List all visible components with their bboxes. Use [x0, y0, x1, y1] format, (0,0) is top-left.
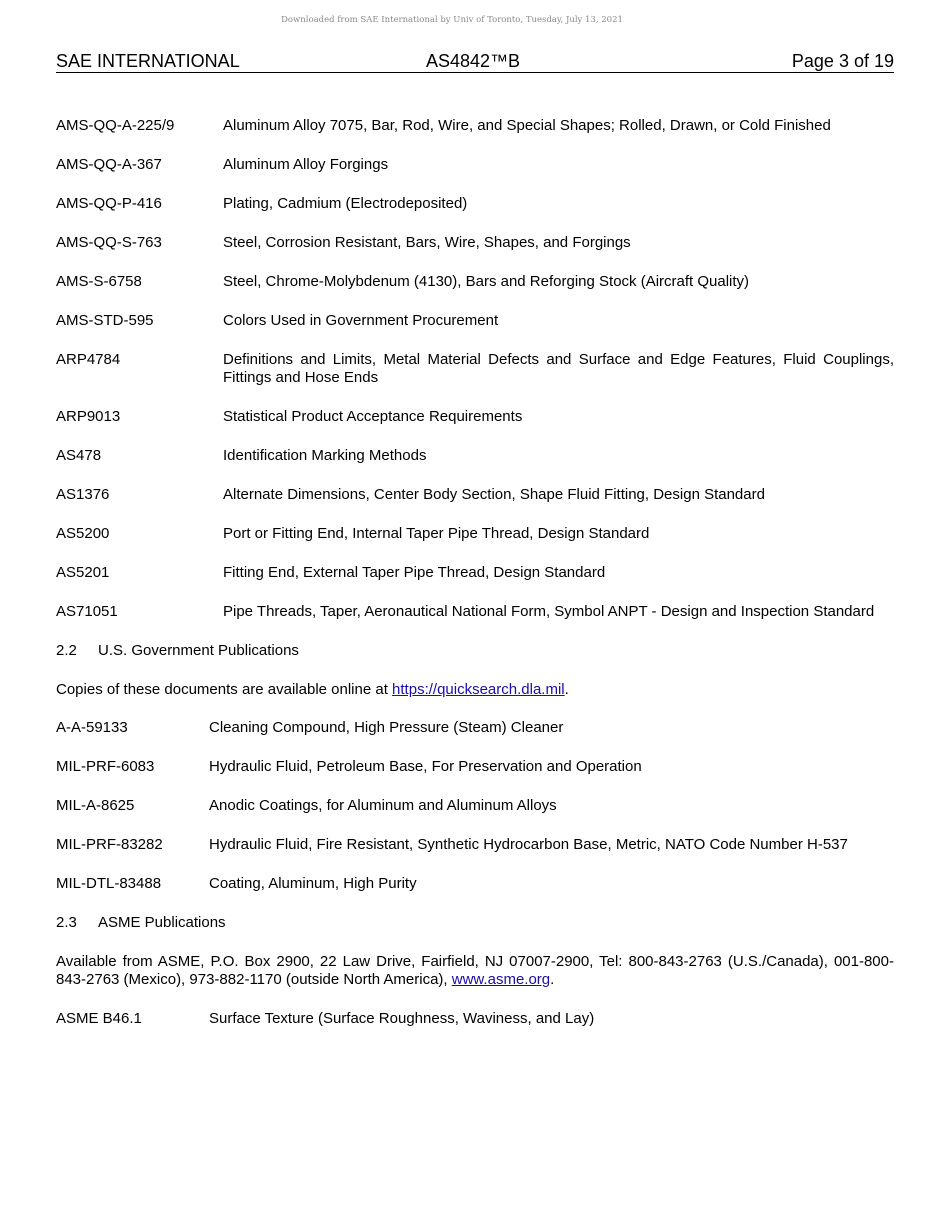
section-heading-2-2 — [56, 642, 894, 660]
reference-row — [56, 195, 894, 213]
reference-title: Colors Used in Government Procurement — [223, 312, 499, 329]
reference-row — [56, 486, 894, 504]
reference-row — [56, 408, 894, 426]
section-number: 2.3 — [56, 914, 77, 931]
reference-code: MIL-A-8625 — [56, 797, 135, 814]
government-reference-list — [56, 719, 894, 893]
reference-row — [56, 797, 894, 815]
reference-title: Fitting End, External Taper Pipe Thread, Design Standard — [223, 564, 606, 581]
reference-title: Plating, Cadmium (Electrodeposited) — [223, 195, 468, 212]
reference-code: AMS-S-6758 — [56, 273, 142, 290]
reference-code: MIL-PRF-6083 — [56, 758, 155, 775]
reference-row — [56, 312, 894, 330]
section-2-2-intro — [56, 681, 894, 699]
reference-row — [56, 875, 894, 893]
reference-code: AS71051 — [56, 603, 118, 620]
reference-row — [56, 447, 894, 465]
intro-text: Copies of these documents are available online at — [56, 681, 393, 698]
reference-code: A-A-59133 — [56, 719, 128, 736]
reference-code: MIL-DTL-83488 — [56, 875, 162, 892]
page-body — [56, 117, 894, 1049]
intro-text: Available from ASME, P.O. Box 2900, 22 Law Drive, Fairfield, NJ 07007-2900, Tel: 800-843-2763 (U.S./Canada), 001-800-843-2763 (Mexico), 973-882-1170 (outside North America), — [56, 953, 894, 988]
reference-title: Pipe Threads, Taper, Aeronautical National Form, Symbol ANPT - Design and Inspection Standard — [223, 603, 875, 620]
reference-code: AS478 — [56, 447, 102, 464]
reference-row — [56, 273, 894, 291]
reference-title: Anodic Coatings, for Aluminum and Aluminum Alloys — [209, 797, 557, 814]
header-organization: SAE INTERNATIONAL — [56, 51, 240, 71]
reference-code: ARP4784 — [56, 351, 121, 368]
reference-code: AMS-STD-595 — [56, 312, 154, 329]
reference-title: Port or Fitting End, Internal Taper Pipe Thread, Design Standard — [223, 525, 650, 542]
reference-title: Cleaning Compound, High Pressure (Steam) Cleaner — [209, 719, 564, 736]
asme-website-link[interactable]: www.asme.org — [451, 971, 551, 988]
reference-title: Statistical Product Acceptance Requirements — [223, 408, 523, 425]
reference-title: Alternate Dimensions, Center Body Section, Shape Fluid Fitting, Design Standard — [223, 486, 765, 503]
reference-code: MIL-PRF-83282 — [56, 836, 163, 853]
reference-row — [56, 234, 894, 252]
reference-code: AS1376 — [56, 486, 110, 503]
reference-code: AS5201 — [56, 564, 110, 581]
reference-title: Hydraulic Fluid, Petroleum Base, For Preservation and Operation — [209, 758, 642, 775]
section-number: 2.2 — [56, 642, 77, 659]
section-2-3-intro — [56, 953, 894, 989]
reference-code: AMS-QQ-A-225/9 — [56, 117, 175, 134]
reference-title: Aluminum Alloy Forgings — [223, 156, 389, 173]
reference-code: ASME B46.1 — [56, 1010, 142, 1027]
reference-row — [56, 719, 894, 737]
page-header — [56, 50, 894, 73]
section-title: ASME Publications — [98, 914, 226, 931]
reference-title: Hydraulic Fluid, Fire Resistant, Synthetic Hydrocarbon Base, Metric, NATO Code Number H-537 — [209, 836, 848, 853]
reference-code: AS5200 — [56, 525, 110, 542]
reference-title: Aluminum Alloy 7075, Bar, Rod, Wire, and Special Shapes; Rolled, Drawn, or Cold Finished — [223, 117, 831, 134]
reference-code: AMS-QQ-S-763 — [56, 234, 162, 251]
asme-reference-list — [56, 1010, 894, 1028]
section-heading-2-3 — [56, 914, 894, 932]
section-title: U.S. Government Publications — [98, 642, 299, 659]
reference-code: ARP9013 — [56, 408, 121, 425]
reference-code: AMS-QQ-P-416 — [56, 195, 162, 212]
reference-title: Coating, Aluminum, High Purity — [209, 875, 417, 892]
reference-row — [56, 351, 894, 387]
reference-row — [56, 836, 894, 854]
reference-title: Steel, Corrosion Resistant, Bars, Wire, Shapes, and Forgings — [223, 234, 631, 251]
reference-row — [56, 758, 894, 776]
intro-end: . — [550, 971, 555, 988]
reference-row — [56, 1010, 894, 1028]
download-watermark-note: Downloaded from SAE International by Univ of Toronto, Tuesday, July 13, 2021 — [281, 15, 623, 25]
reference-row — [56, 525, 894, 543]
reference-row — [56, 564, 894, 582]
intro-end: . — [564, 681, 569, 698]
reference-title: Identification Marking Methods — [223, 447, 427, 464]
reference-row — [56, 156, 894, 174]
reference-title: Steel, Chrome-Molybdenum (4130), Bars and Reforging Stock (Aircraft Quality) — [223, 273, 750, 290]
reference-row — [56, 117, 894, 135]
header-document-number: AS4842™B — [426, 51, 521, 71]
reference-row — [56, 603, 894, 621]
reference-title: Definitions and Limits, Metal Material Defects and Surface and Edge Features, Fluid Couplings, Fittings and Hose Ends — [223, 351, 894, 386]
reference-code: AMS-QQ-A-367 — [56, 156, 162, 173]
sae-reference-list — [56, 117, 894, 621]
reference-title: Surface Texture (Surface Roughness, Waviness, and Lay) — [209, 1010, 595, 1027]
header-page-number: Page 3 of 19 — [791, 51, 894, 71]
dla-quicksearch-link[interactable]: https://quicksearch.dla.mil — [392, 681, 565, 698]
